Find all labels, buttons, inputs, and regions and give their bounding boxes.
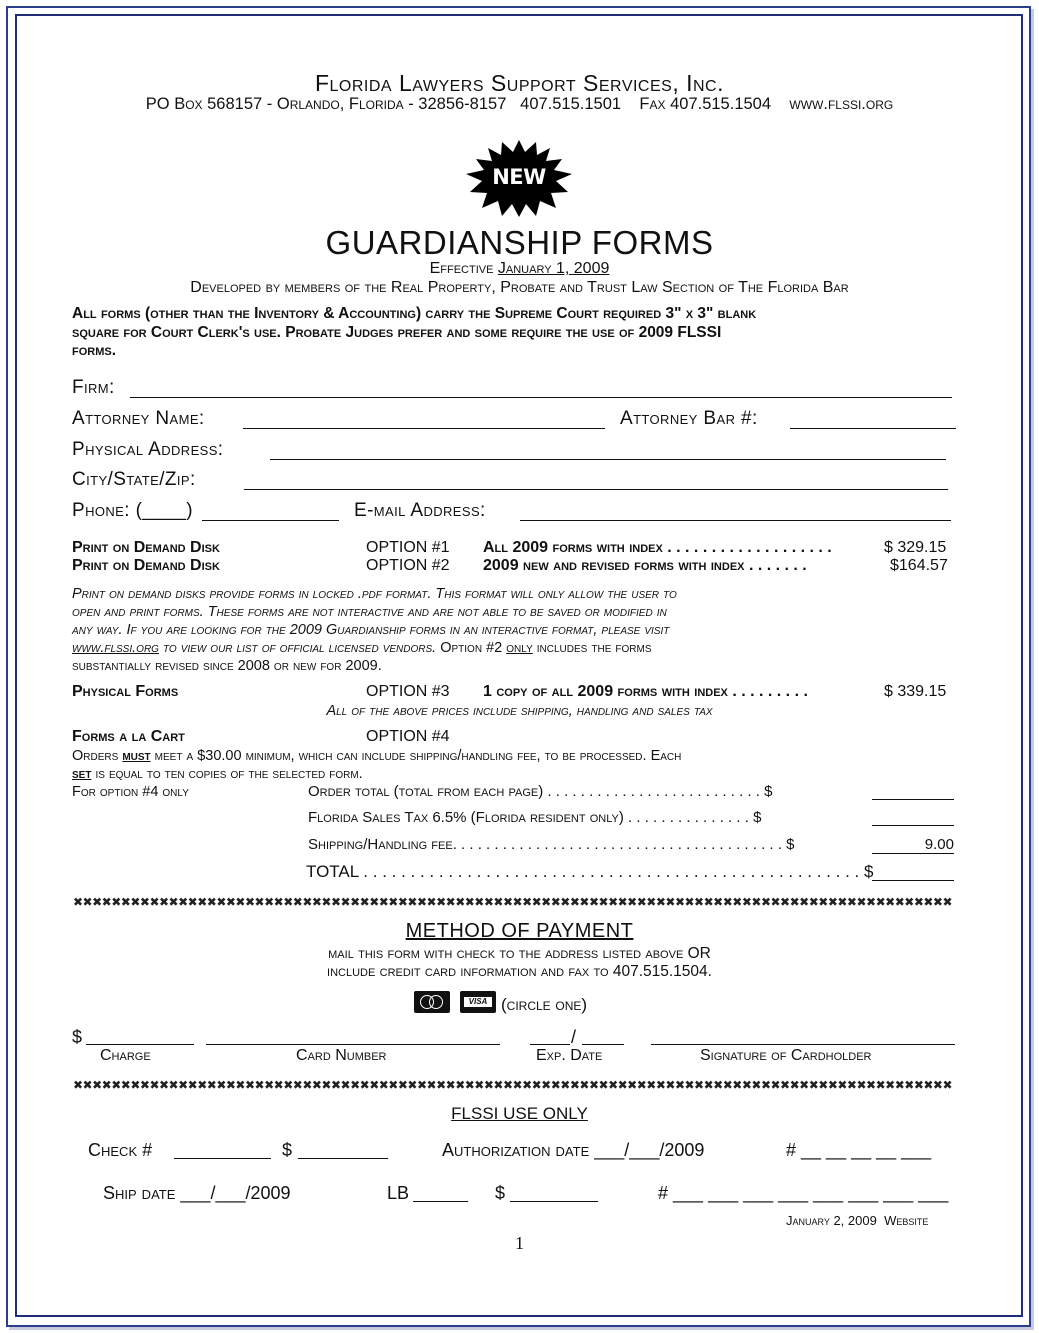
check-label: Check # bbox=[88, 1140, 153, 1160]
check-dollar: $ bbox=[282, 1140, 293, 1160]
auth-number bbox=[786, 1140, 931, 1161]
disk-note-text: includes the forms bbox=[532, 640, 652, 656]
physical-address-label: Physical Address: bbox=[72, 439, 224, 460]
footer-meta bbox=[786, 1213, 928, 1228]
effective-date: January 1, 2009 bbox=[497, 260, 610, 277]
ship-date-text: Ship date bbox=[103, 1183, 176, 1203]
charge-label: Charge bbox=[100, 1047, 151, 1064]
check-amount-input[interactable] bbox=[298, 1158, 388, 1159]
mastercard-icon[interactable] bbox=[414, 991, 450, 1013]
opt3-price: $ 339.15 bbox=[884, 683, 947, 700]
disk-note-only: only bbox=[506, 640, 533, 656]
opt4-text: Orders bbox=[72, 748, 123, 764]
opt1-type: Print on Demand Disk bbox=[72, 539, 220, 556]
physical-address-input[interactable] bbox=[270, 459, 946, 460]
opt4-must: must bbox=[122, 748, 151, 764]
order-total-input[interactable] bbox=[872, 799, 954, 800]
total-input[interactable] bbox=[872, 880, 954, 881]
new-badge-text: NEW bbox=[492, 165, 546, 189]
disk-note-text: to view our list of official licensed vendors. bbox=[158, 640, 437, 656]
exp-slash: / bbox=[571, 1027, 577, 1047]
ship-number bbox=[658, 1183, 948, 1204]
leader-dots: . . . . . . . . . bbox=[727, 683, 808, 700]
opt3-label: OPTION #3 bbox=[366, 683, 450, 700]
city-state-zip-label: City/State/Zip: bbox=[72, 469, 196, 490]
ship-amount-input[interactable] bbox=[510, 1201, 598, 1202]
phone-label-text: Phone: bbox=[72, 500, 130, 521]
page-title: GUARDIANSHIP FORMS bbox=[325, 224, 714, 261]
attorney-bar-label: Attorney Bar #: bbox=[620, 408, 758, 429]
charge-input[interactable] bbox=[86, 1044, 194, 1045]
ship-number-input[interactable]: ___ ___ ___ ___ ___ ___ ___ ___ bbox=[673, 1183, 949, 1203]
attorney-name-label: Attorney Name: bbox=[72, 408, 205, 429]
notice-line: All forms (other than the Inventory & Accounting) carry the Supreme Court required 3" x 3" blank bbox=[72, 305, 757, 322]
payment-line1: mail this form with check to the address listed above OR bbox=[328, 945, 711, 962]
disk-note-text: Option #2 bbox=[436, 640, 507, 656]
opt3-desc-text: 1 copy of all 2009 forms with index bbox=[483, 683, 728, 700]
card-number-input[interactable] bbox=[206, 1044, 500, 1045]
order-total-label: Order total (total from each page) . . . . . . . . . . . . . . . . . . . . . . . . . . $ bbox=[308, 783, 773, 800]
opt1-desc-text: All 2009 forms with index bbox=[483, 539, 663, 556]
opt2-type: Print on Demand Disk bbox=[72, 557, 220, 574]
signature-label: Signature of Cardholder bbox=[700, 1047, 872, 1064]
total-label: TOTAL . . . . . . . . . . . . . . . . . . . . . . . . . . . . . . . . . . . . . . . . . . . . . . . . . . . . . $ bbox=[306, 862, 874, 881]
visa-icon[interactable] bbox=[460, 991, 496, 1013]
notice-text bbox=[72, 305, 756, 361]
ship-date-input[interactable]: ___/___/2009 bbox=[180, 1183, 291, 1203]
sales-tax-input[interactable] bbox=[872, 825, 954, 826]
signature-input[interactable] bbox=[651, 1044, 955, 1045]
opt4-type: Forms a la Cart bbox=[72, 728, 185, 745]
opt3-desc bbox=[483, 683, 808, 701]
email-input[interactable] bbox=[520, 520, 951, 521]
footer-web: Website bbox=[884, 1213, 929, 1228]
company-contact bbox=[0, 95, 1039, 114]
check-input[interactable] bbox=[174, 1158, 271, 1159]
exp-year-input[interactable] bbox=[582, 1044, 624, 1045]
company-address: PO Box 568157 - Orlando, Florida - 32856-8157 bbox=[145, 95, 507, 113]
auth-number-input[interactable]: __ __ __ __ ___ bbox=[801, 1140, 932, 1160]
payment-line2: include credit card information and fax to 407.515.1504. bbox=[327, 963, 712, 980]
separator: ✖✖✖✖✖✖✖✖✖✖✖✖✖✖✖✖✖✖✖✖✖✖✖✖✖✖✖✖✖✖✖✖✖✖✖✖✖✖✖✖✖✖✖✖✖✖✖✖✖✖✖✖✖✖✖✖✖✖✖✖✖✖✖✖✖✖✖✖✖✖✖✖✖✖✖✖✖✖✖✖✖✖✖✖✖✖✖✖✖✖✖✖ bbox=[73, 1078, 953, 1092]
city-state-zip-input[interactable] bbox=[244, 489, 948, 490]
ship-dollar: $ bbox=[495, 1183, 506, 1203]
opt4-text: is equal to ten copies of the selected form. bbox=[91, 766, 363, 782]
opt3-note: All of the above prices include shipping, handling and sales tax bbox=[326, 703, 713, 719]
disk-note-line: open and print forms. These forms are not interactive and are not able to be saved or modified in bbox=[72, 604, 667, 620]
flssi-link[interactable]: www.flssi.org bbox=[72, 640, 159, 656]
office-title: FLSSI USE ONLY bbox=[451, 1104, 588, 1123]
attorney-bar-input[interactable] bbox=[790, 428, 956, 429]
effective-label: Effective bbox=[429, 260, 494, 277]
opt1-label: OPTION #1 bbox=[366, 539, 450, 556]
effective-line bbox=[0, 260, 1039, 278]
ship-date-label bbox=[103, 1183, 291, 1204]
auth-label bbox=[442, 1140, 704, 1161]
opt3-type: Physical Forms bbox=[72, 683, 179, 700]
sales-tax-label: Florida Sales Tax 6.5% (Florida resident only) . . . . . . . . . . . . . . . $ bbox=[308, 809, 762, 826]
payment-title: METHOD OF PAYMENT bbox=[405, 920, 634, 942]
exp-month-input[interactable] bbox=[530, 1044, 570, 1045]
leader-dots: . . . . . . . bbox=[744, 557, 807, 574]
charge-dollar: $ bbox=[72, 1027, 83, 1047]
attorney-name-input[interactable] bbox=[243, 428, 605, 429]
firm-label: Firm: bbox=[72, 377, 115, 398]
hash-symbol: # bbox=[658, 1183, 669, 1203]
phone-label bbox=[72, 500, 193, 522]
lb-label: LB bbox=[387, 1183, 410, 1203]
opt2-label: OPTION #2 bbox=[366, 557, 450, 574]
hash-symbol: # bbox=[786, 1140, 797, 1160]
opt4-label: OPTION #4 bbox=[366, 728, 450, 745]
shipping-value: 9.00 bbox=[872, 836, 954, 854]
disk-note bbox=[72, 585, 677, 675]
separator: ✖✖✖✖✖✖✖✖✖✖✖✖✖✖✖✖✖✖✖✖✖✖✖✖✖✖✖✖✖✖✖✖✖✖✖✖✖✖✖✖✖✖✖✖✖✖✖✖✖✖✖✖✖✖✖✖✖✖✖✖✖✖✖✖✖✖✖✖✖✖✖✖✖✖✖✖✖✖✖✖✖✖✖✖✖✖✖✖✖✖✖✖ bbox=[73, 895, 953, 909]
firm-input[interactable] bbox=[130, 397, 952, 398]
company-name: Florida Lawyers Support Services, Inc. bbox=[314, 70, 725, 96]
opt4-text: meet a $30.00 minimum, which can include shipping/handling fee, to be processed. Each bbox=[150, 748, 682, 764]
page-number: 1 bbox=[515, 1233, 524, 1253]
lb-input[interactable] bbox=[413, 1201, 468, 1202]
circle-one: (circle one) bbox=[501, 995, 588, 1014]
disk-note-line: any way. If you are looking for the 2009 Guardianship forms in an interactive format, please visit bbox=[72, 622, 670, 638]
opt2-desc bbox=[483, 557, 807, 575]
exp-date-label: Exp. Date bbox=[536, 1047, 603, 1064]
developed-by: Developed by members of the Real Property, Probate and Trust Law Section of The Florida Bar bbox=[190, 279, 849, 296]
phone-input[interactable] bbox=[202, 520, 339, 521]
company-phone: 407.515.1501 bbox=[520, 95, 622, 113]
notice-line: forms. bbox=[72, 342, 117, 359]
opt4-note-line bbox=[72, 747, 681, 765]
leader-dots: . . . . . . . . . . . . . . . . . . . bbox=[662, 539, 832, 556]
disk-note-line bbox=[72, 639, 677, 657]
opt4-set: set bbox=[72, 766, 92, 782]
opt4-note-line bbox=[72, 765, 681, 783]
auth-date-input[interactable]: ___/___/2009 bbox=[594, 1140, 705, 1160]
opt2-desc-text: 2009 new and revised forms with index bbox=[483, 557, 745, 574]
opt1-desc bbox=[483, 539, 832, 557]
company-website: www.flssi.org bbox=[789, 95, 894, 113]
new-badge bbox=[462, 138, 576, 218]
visa-logo-text: VISA bbox=[464, 997, 492, 1007]
footer-date: January 2, 2009 bbox=[786, 1213, 877, 1228]
opt2-price: $164.57 bbox=[890, 557, 948, 574]
auth-label-text: Authorization date bbox=[442, 1140, 590, 1160]
phone-area-code[interactable]: (____) bbox=[135, 500, 193, 521]
disk-note-line: substantially revised since 2008 or new for 2009. bbox=[72, 658, 382, 674]
opt4-only: For option #4 only bbox=[72, 784, 189, 800]
disk-note-line: Print on demand disks provide forms in locked .pdf format. This format will only allow the user to bbox=[72, 586, 677, 602]
company-fax: Fax 407.515.1504 bbox=[639, 95, 772, 113]
notice-line: square for Court Clerk's use. Probate Judges prefer and some require the use of 2009 FLSSI bbox=[72, 323, 722, 341]
opt1-price: $ 329.15 bbox=[884, 539, 947, 556]
email-label: E-mail Address: bbox=[354, 500, 486, 521]
card-number-label: Card Number bbox=[296, 1047, 387, 1064]
shipping-label: Shipping/Handling fee. . . . . . . . . . . . . . . . . . . . . . . . . . . . . . . . . . . . . . . . $ bbox=[308, 836, 795, 853]
